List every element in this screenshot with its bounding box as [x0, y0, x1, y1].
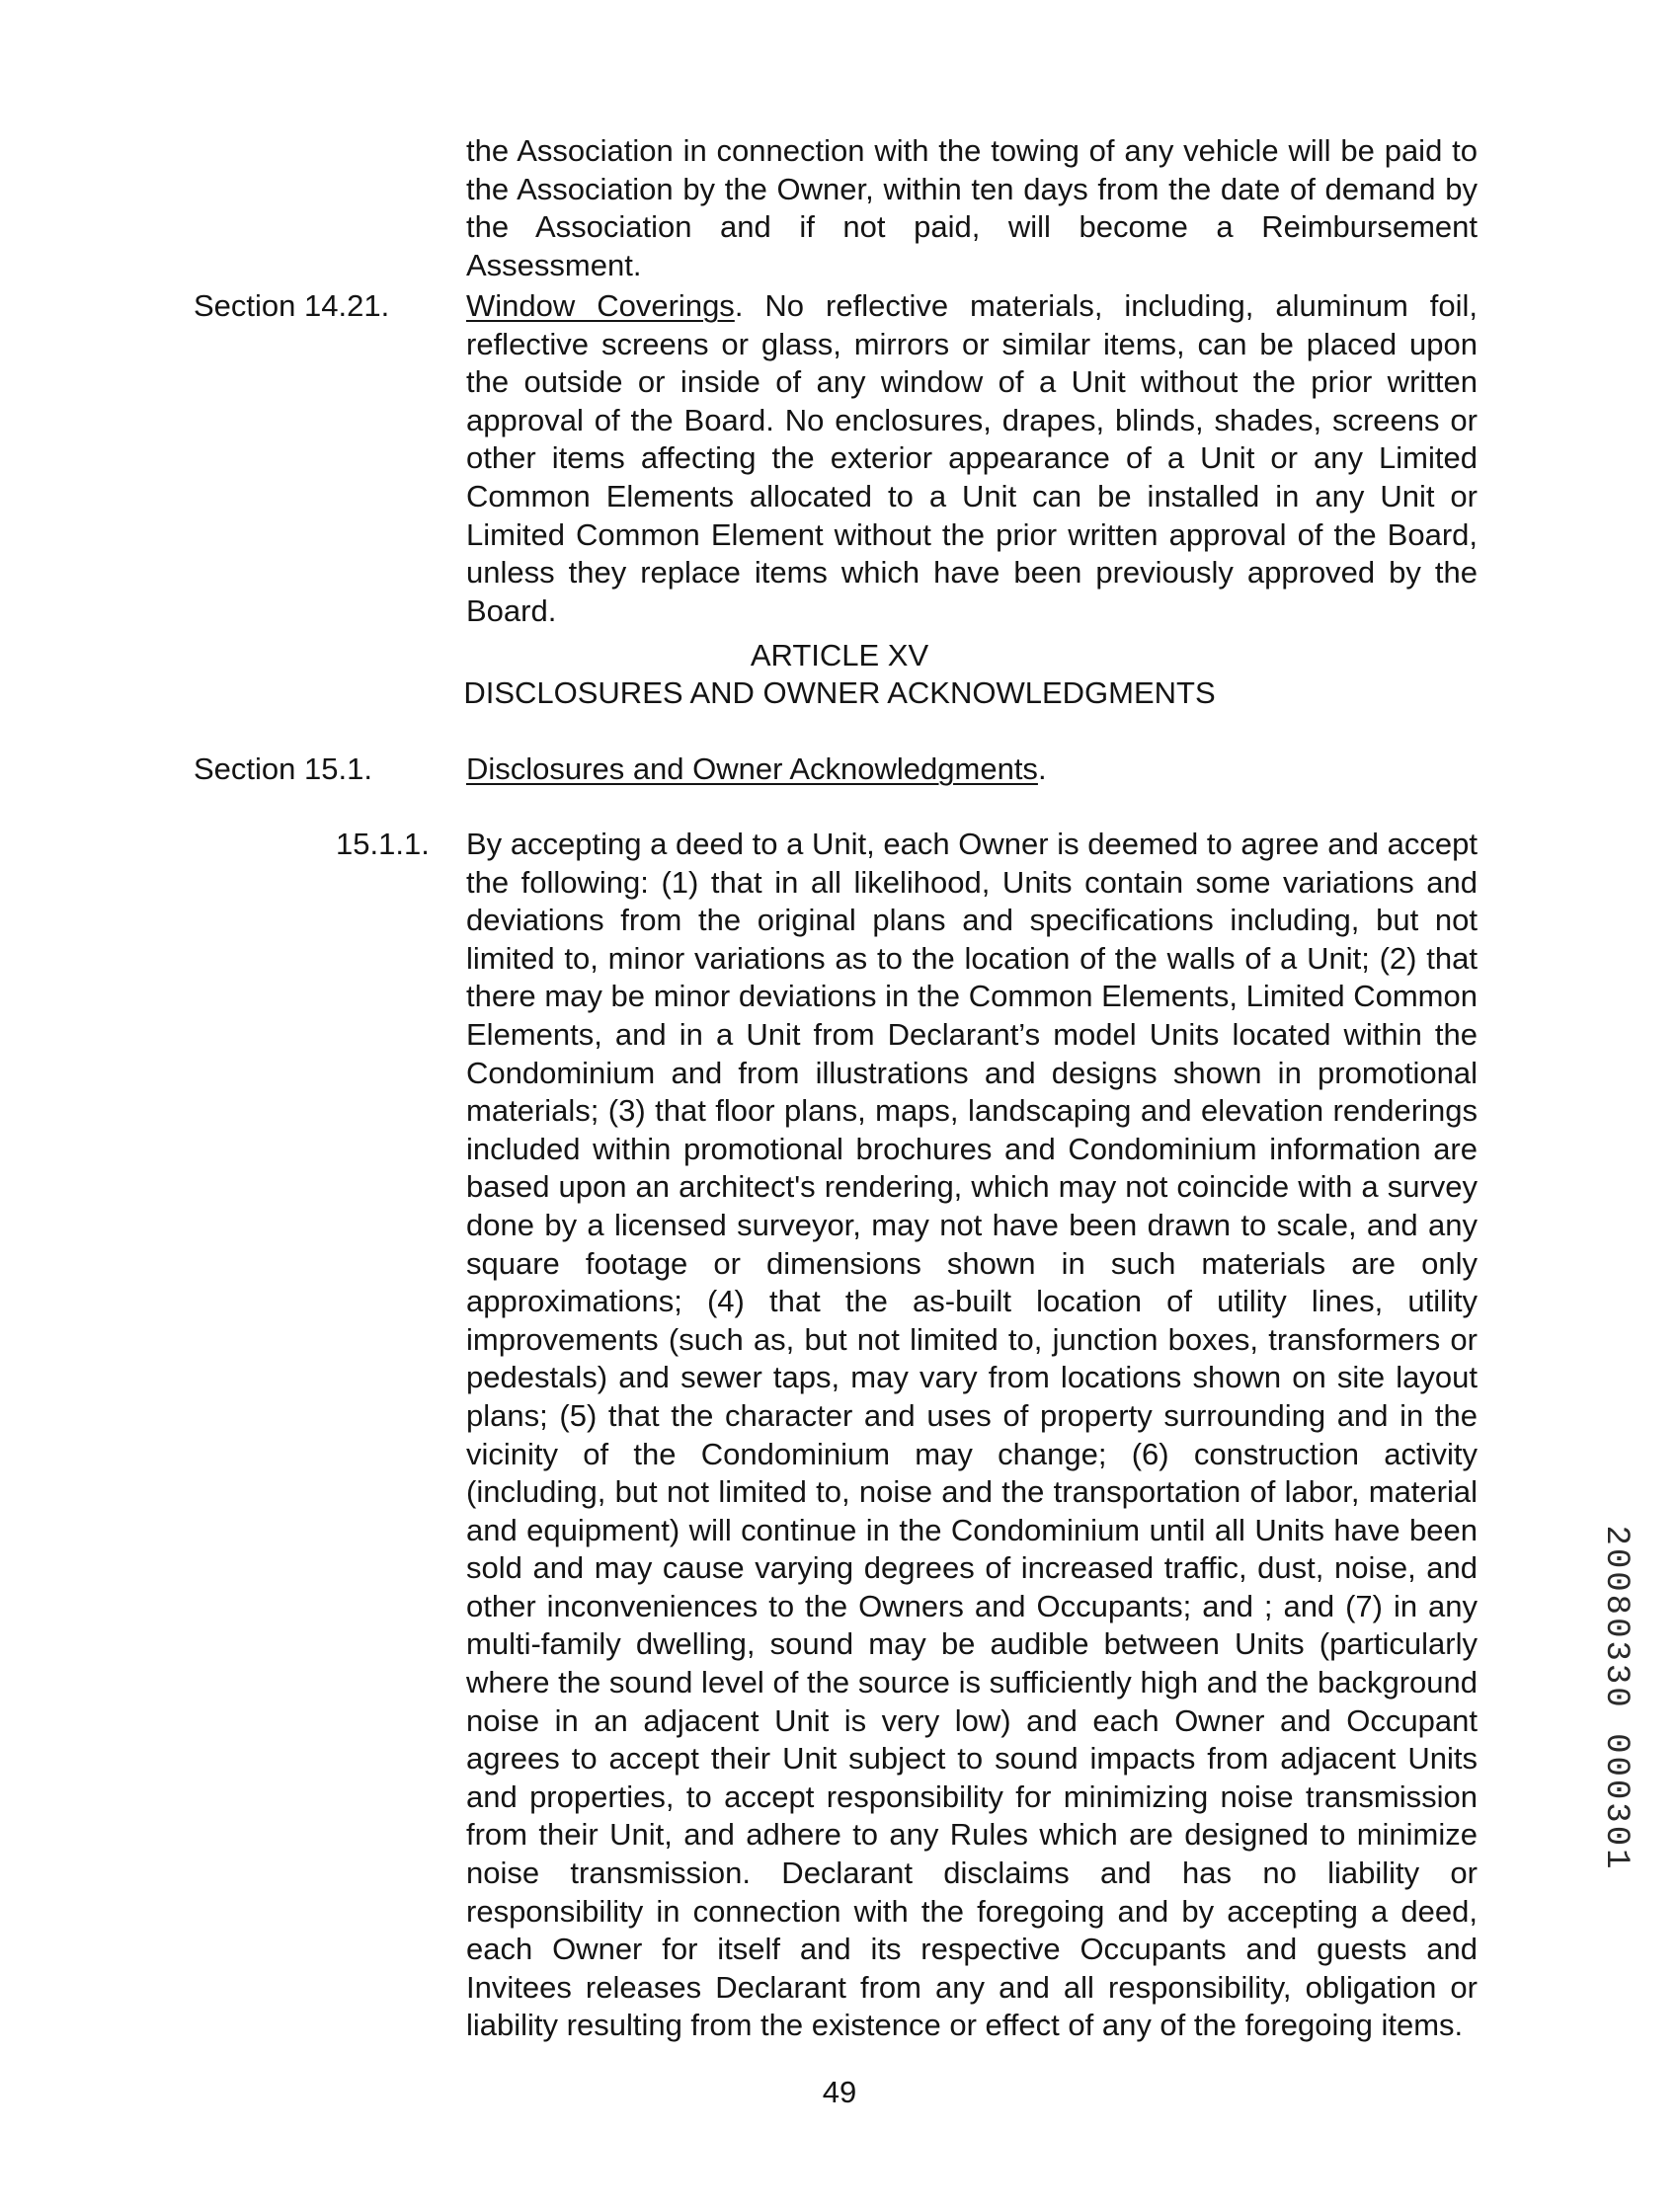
- section-15-1-label: Section 15.1.: [194, 751, 372, 786]
- subsection-15-1-1-paragraph: By accepting a deed to a Unit, each Owner is deemed to agree and accept the following: (1) that in all likelihood, Units contain some variations and deviations from the original plans and specifications including, but not limited to, minor variations as to the location of the walls of a Unit; (2) that there may be minor deviations in the Common Elements, Limited Common Elements, and in a Unit from Declarant’s model Units located within the Condominium and from illustrations and designs shown in promotional materials; (3) that floor plans, maps, landscaping and elevation renderings included within promotional brochures and Condominium information are based upon an architect's rendering, which may not coincide with a survey done by a licensed surveyor, may not have been drawn to scale, and any square footage or dimensions shown in such materials are only approximations; (4) that the as-built location of utility lines, utility improvements (such as, but not limited to, junction boxes, transformers or pedestals) and sewer taps, may vary from locations shown on site layout plans; (5) that the character and uses of property surrounding and in the vicinity of the Condominium may change; (6) construction activity (including, but not limited to, noise and the transportation of labor, material and equipment) will continue in the Condominium until all Units have been sold and may cause varying degrees of increased traffic, dust, noise, and other inconveniences to the Owners and Occupants; and ; and (7) in any multi-family dwelling, sound may be audible between Units (particularly where the sound level of the source is sufficiently high and the background noise in an adjacent Unit is very low) and each Owner and Occupant agrees to accept their Unit subject to sound impacts from adjacent Units and properties, to accept responsibility for minimizing noise transmission from their Unit, and adhere to any Rules which are designed to minimize noise transmission. Declarant disclaims and has no liability or responsibility in connection with the foregoing and by accepting a deed, each Owner for itself and its respective Occupants and guests and Invitees releases Declarant from any and all responsibility, obligation or liability resulting from the existence or effect of any of the foregoing items.: [466, 827, 1478, 2043]
- page-number: 49: [822, 2075, 857, 2109]
- section-15-1-heading-suffix: .: [1037, 751, 1047, 786]
- section-14-21-label: Section 14.21.: [194, 288, 390, 323]
- subsection-15-1-1-label: 15.1.1.: [336, 827, 430, 861]
- section-14-21-body: . No reflective materials, including, aluminum foil, reflective screens or glass, mirrors or similar items, can be placed upon the outside or inside of any window of a Unit without the prior written approval of the Board. No enclosures, drapes, blinds, shades, screens or other items affecting the exterior appearance of a Unit or any Limited Common Elements allocated to a Unit can be installed in any Unit or Limited Common Element without the prior written approval of the Board, unless they replace items which have been previously approved by the Board.: [466, 288, 1478, 628]
- section-15-1-heading-line: [466, 750, 1478, 789]
- section-14-21-paragraph: [466, 287, 1478, 630]
- section-15-1-heading: Disclosures and Owner Acknowledgments: [466, 751, 1038, 786]
- recording-stamp-text: 20080330 000301: [1597, 1525, 1635, 1872]
- article-title: DISCLOSURES AND OWNER ACKNOWLEDGMENTS: [463, 675, 1216, 710]
- section-14-21-heading: Window Coverings: [466, 288, 735, 323]
- continuation-paragraph: the Association in connection with the towing of any vehicle will be paid to the Association by the Owner, within ten days from the date of demand by the Association and if not paid, will become a Reimbursement Assessment.: [466, 133, 1478, 282]
- article-number: ARTICLE XV: [750, 638, 929, 672]
- recording-stamp: [1596, 1525, 1636, 1872]
